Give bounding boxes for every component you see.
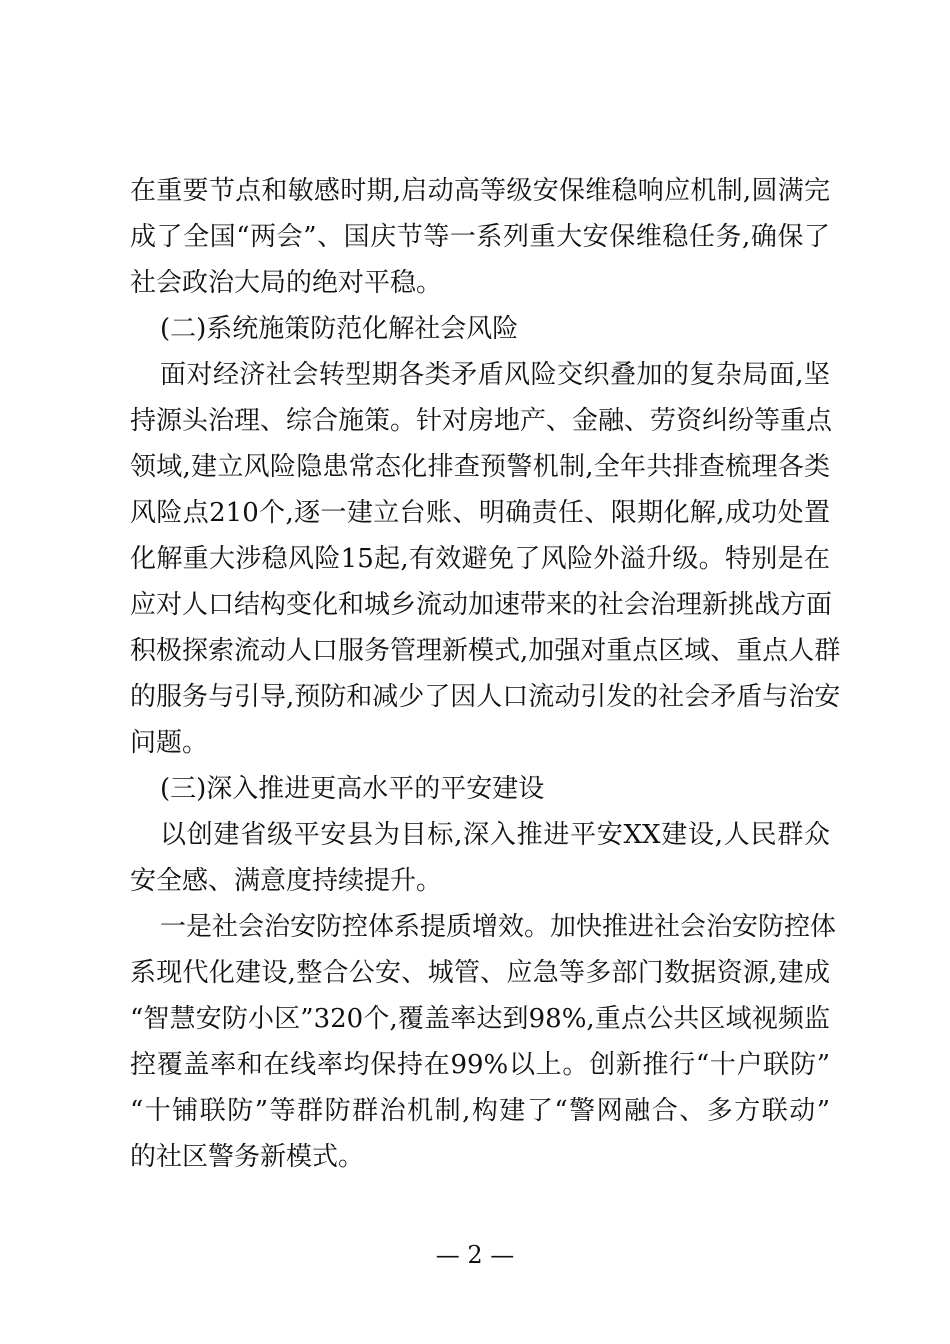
body-line: 问题。 <box>130 728 209 758</box>
body-line: 在重要节点和敏感时期,启动高等级安保维稳响应机制,圆满完 <box>130 176 830 206</box>
body-line: 面对经济社会转型期各类矛盾风险交织叠加的复杂局面,坚 <box>160 360 830 390</box>
page-number: — 2 — <box>435 1241 515 1269</box>
section-heading: (二)系统施策防范化解社会风险 <box>160 314 519 344</box>
body-line: 成了全国“两会”、国庆节等一系列重大安保维稳任务,确保了 <box>130 222 830 252</box>
body-line: 化解重大涉稳风险15起,有效避免了风险外溢升级。特别是在 <box>130 544 830 574</box>
body-line: 积极探索流动人口服务管理新模式,加强对重点区域、重点人群 <box>130 636 841 666</box>
section-heading: (三)深入推进更高水平的平安建设 <box>160 774 545 804</box>
body-line: 领域,建立风险隐患常态化排查预警机制,全年共排查梳理各类 <box>130 452 830 482</box>
body-line: 安全感、满意度持续提升。 <box>130 866 443 896</box>
body-line: 以创建省级平安县为目标,深入推进平安XX建设,人民群众 <box>160 820 830 850</box>
body-line: “十铺联防”等群防群治机制,构建了“警网融合、多方联动” <box>130 1096 830 1126</box>
body-line: 持源头治理、综合施策。针对房地产、金融、劳资纠纷等重点 <box>130 406 833 436</box>
body-line: “智慧安防小区”320个,覆盖率达到98%,重点公共区域视频监 <box>130 1004 830 1034</box>
body-line: 应对人口结构变化和城乡流动加速带来的社会治理新挑战方面 <box>130 590 833 620</box>
body-line: 社会政治大局的绝对平稳。 <box>130 268 443 298</box>
body-line: 系现代化建设,整合公安、城管、应急等多部门数据资源,建成 <box>130 958 830 988</box>
body-line: 的服务与引导,预防和减少了因人口流动引发的社会矛盾与治安 <box>130 682 841 712</box>
body-line: 风险点210个,逐一建立台账、明确责任、限期化解,成功处置 <box>130 498 830 528</box>
body-line: 的社区警务新模式。 <box>130 1142 365 1172</box>
body-line: 一是社会治安防控体系提质增效。加快推进社会治安防控体 <box>160 912 837 942</box>
body-line: 控覆盖率和在线率均保持在99%以上。创新推行“十户联防” <box>130 1050 830 1080</box>
